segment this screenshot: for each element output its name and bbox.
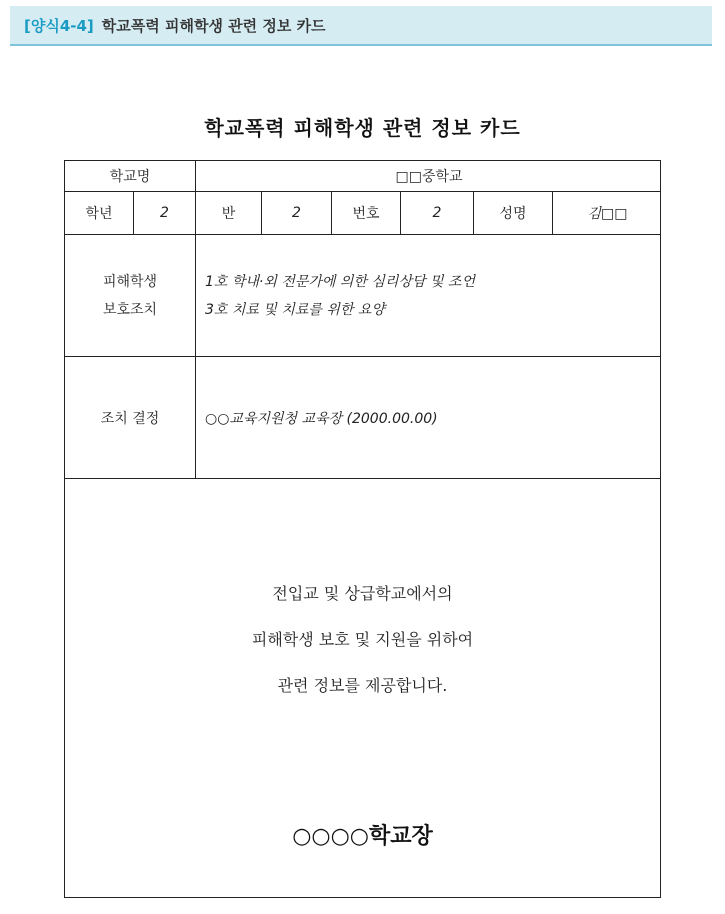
name-value: 김□□ [587, 206, 628, 222]
protection-row [65, 235, 660, 357]
school-value: □□중학교 [395, 169, 463, 185]
document-title: 학교폭력 피해학생 관련 정보 카드 [204, 116, 521, 140]
form-number-tag: [양식4-4] [24, 16, 94, 35]
protection-label-line2: 보호조치 [102, 301, 158, 318]
student-info-row [65, 192, 660, 235]
protection-item: 1호 학내·외 전문가에 의한 심리상담 및 조언 [205, 273, 475, 290]
protection-label [65, 235, 196, 356]
class-label: 반 [196, 192, 262, 234]
protection-label-line1: 피해학생 [102, 273, 158, 290]
protection-item: 3호 치료 및 치료를 위한 요양 [205, 301, 385, 318]
number-value: 2 [401, 192, 474, 234]
protection-content [196, 235, 662, 356]
school-row [65, 161, 660, 192]
decision-row [65, 357, 660, 479]
number-label: 번호 [332, 192, 401, 234]
grade-label: 학년 [65, 192, 134, 234]
class-value: 2 [262, 192, 332, 234]
notice-text [65, 571, 660, 709]
notice-line: 관련 정보를 제공합니다. [277, 676, 448, 695]
principal-signature: ○○○○학교장 [292, 824, 433, 849]
notice-line: 전입교 및 상급학교에서의 [272, 584, 453, 603]
grade-value: 2 [134, 192, 196, 234]
notice-line: 피해학생 보호 및 지원을 위하여 [251, 630, 474, 649]
notice-section [65, 479, 660, 899]
form-header-title: 학교폭력 피해학생 관련 정보 카드 [101, 16, 326, 35]
school-label: 학교명 [65, 161, 196, 191]
form-header-bar [10, 6, 712, 46]
decision-label: 조치 결정 [65, 357, 196, 478]
name-label: 성명 [474, 192, 553, 234]
info-card-table [64, 160, 661, 898]
decision-value: ○○교육지원청 교육장 (2000.00.00) [205, 410, 438, 427]
